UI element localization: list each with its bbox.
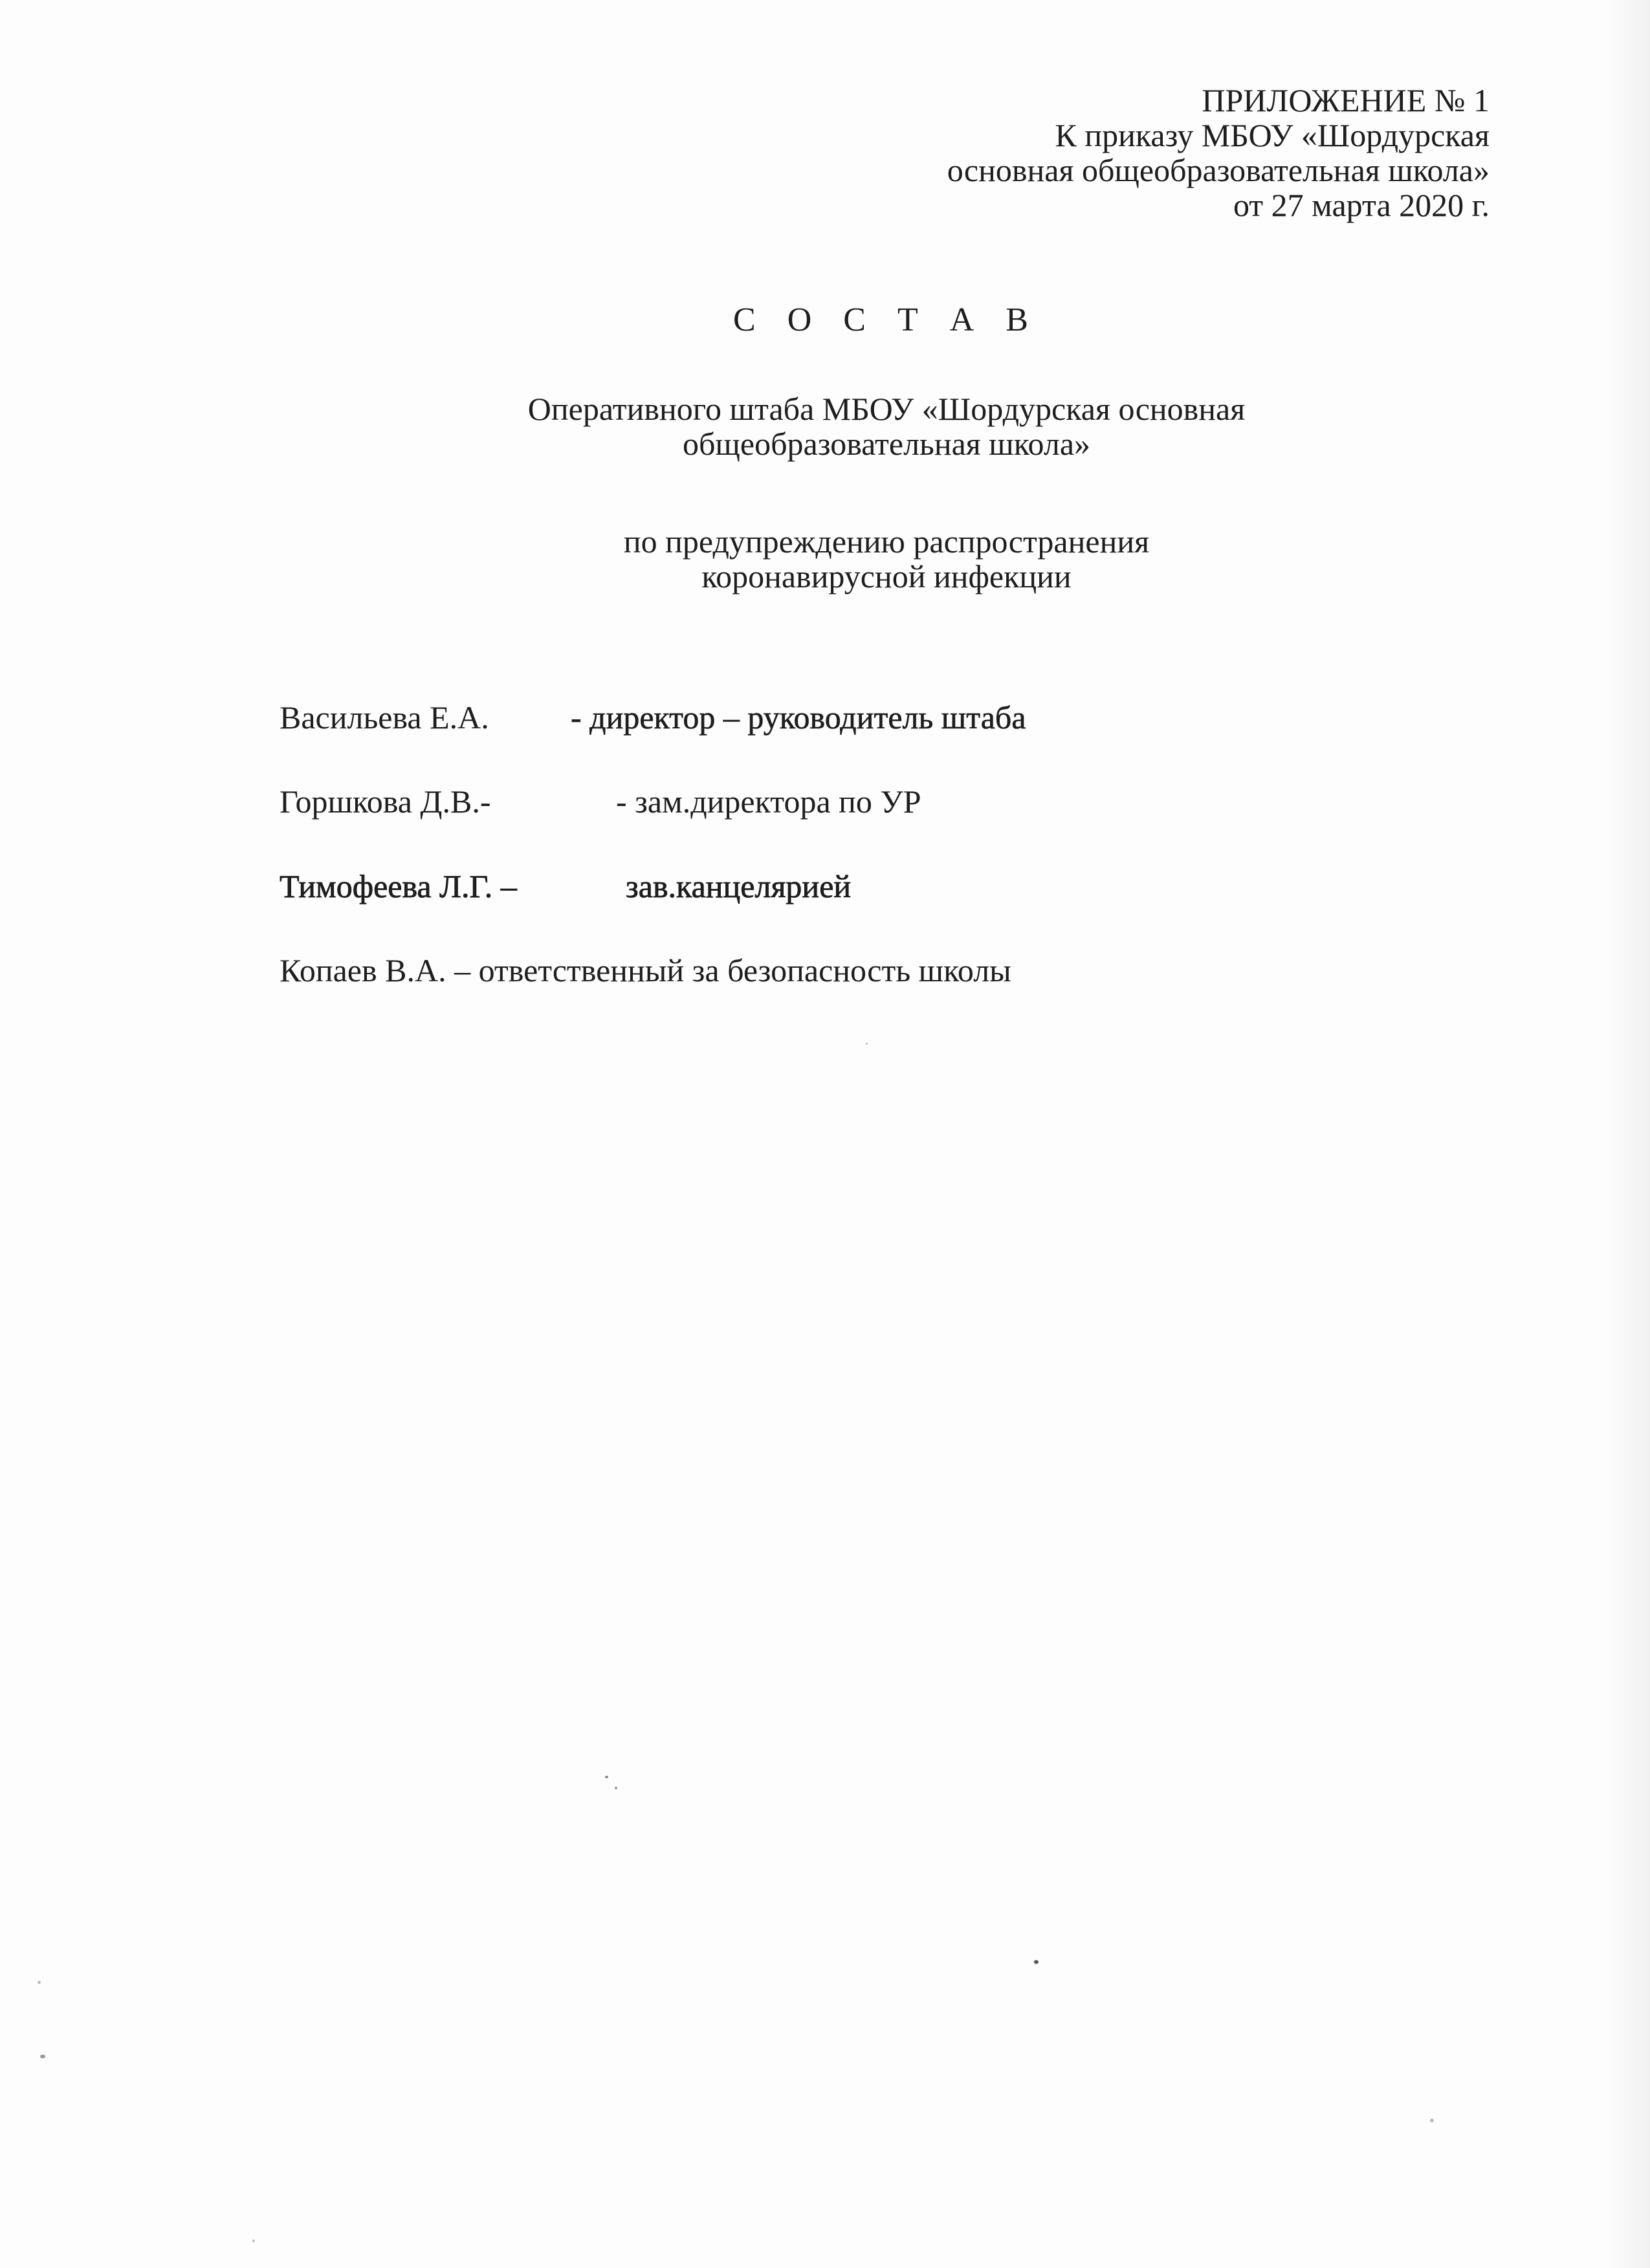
scan-speck [866, 1043, 868, 1045]
order-reference: К приказу МБОУ «Шордурская [1055, 117, 1490, 153]
staff-heading-line-2: общеобразовательная школа» [682, 426, 1091, 462]
purpose-heading [0, 524, 1650, 594]
staff-heading [0, 391, 1650, 461]
member-row [280, 953, 1011, 988]
scan-speck [252, 2240, 255, 2242]
appendix-header [947, 83, 1490, 223]
appendix-number: ПРИЛОЖЕНИЕ № 1 [1202, 82, 1490, 118]
scan-speck [605, 1776, 608, 1778]
scan-speck [38, 1981, 41, 1984]
member-role: - зам.директора по УР [616, 783, 921, 820]
purpose-line-1: по предупреждению распространения [623, 523, 1150, 560]
staff-heading-line-1: Оперативного штаба МБОУ «Шордурская основная [527, 391, 1246, 427]
scan-speck [40, 2055, 45, 2058]
member-role: зав.канцелярией [626, 868, 852, 904]
member-name: Копаев В.А. – ответственный за безопасность школы [280, 952, 1011, 988]
scan-speck [1034, 1960, 1039, 1964]
member-name: Тимофеева Л.Г. – [280, 868, 517, 904]
member-role: - директор – руководитель штаба [571, 699, 1026, 736]
member-name: Горшкова Д.В.- [280, 783, 491, 820]
school-name: основная общеобразовательная школа» [947, 152, 1490, 188]
member-row [280, 700, 1026, 735]
document-title: С О С Т А В [733, 301, 1040, 338]
member-name: Васильева Е.А. [280, 699, 489, 736]
member-row [280, 784, 921, 819]
scan-edge [1611, 0, 1650, 2268]
order-date: от 27 марта 2020 г. [1233, 187, 1490, 223]
scan-speck [1430, 2119, 1434, 2122]
purpose-line-2: коронавирусной инфекции [701, 558, 1072, 594]
scan-speck [615, 1787, 617, 1789]
member-row [280, 869, 851, 904]
